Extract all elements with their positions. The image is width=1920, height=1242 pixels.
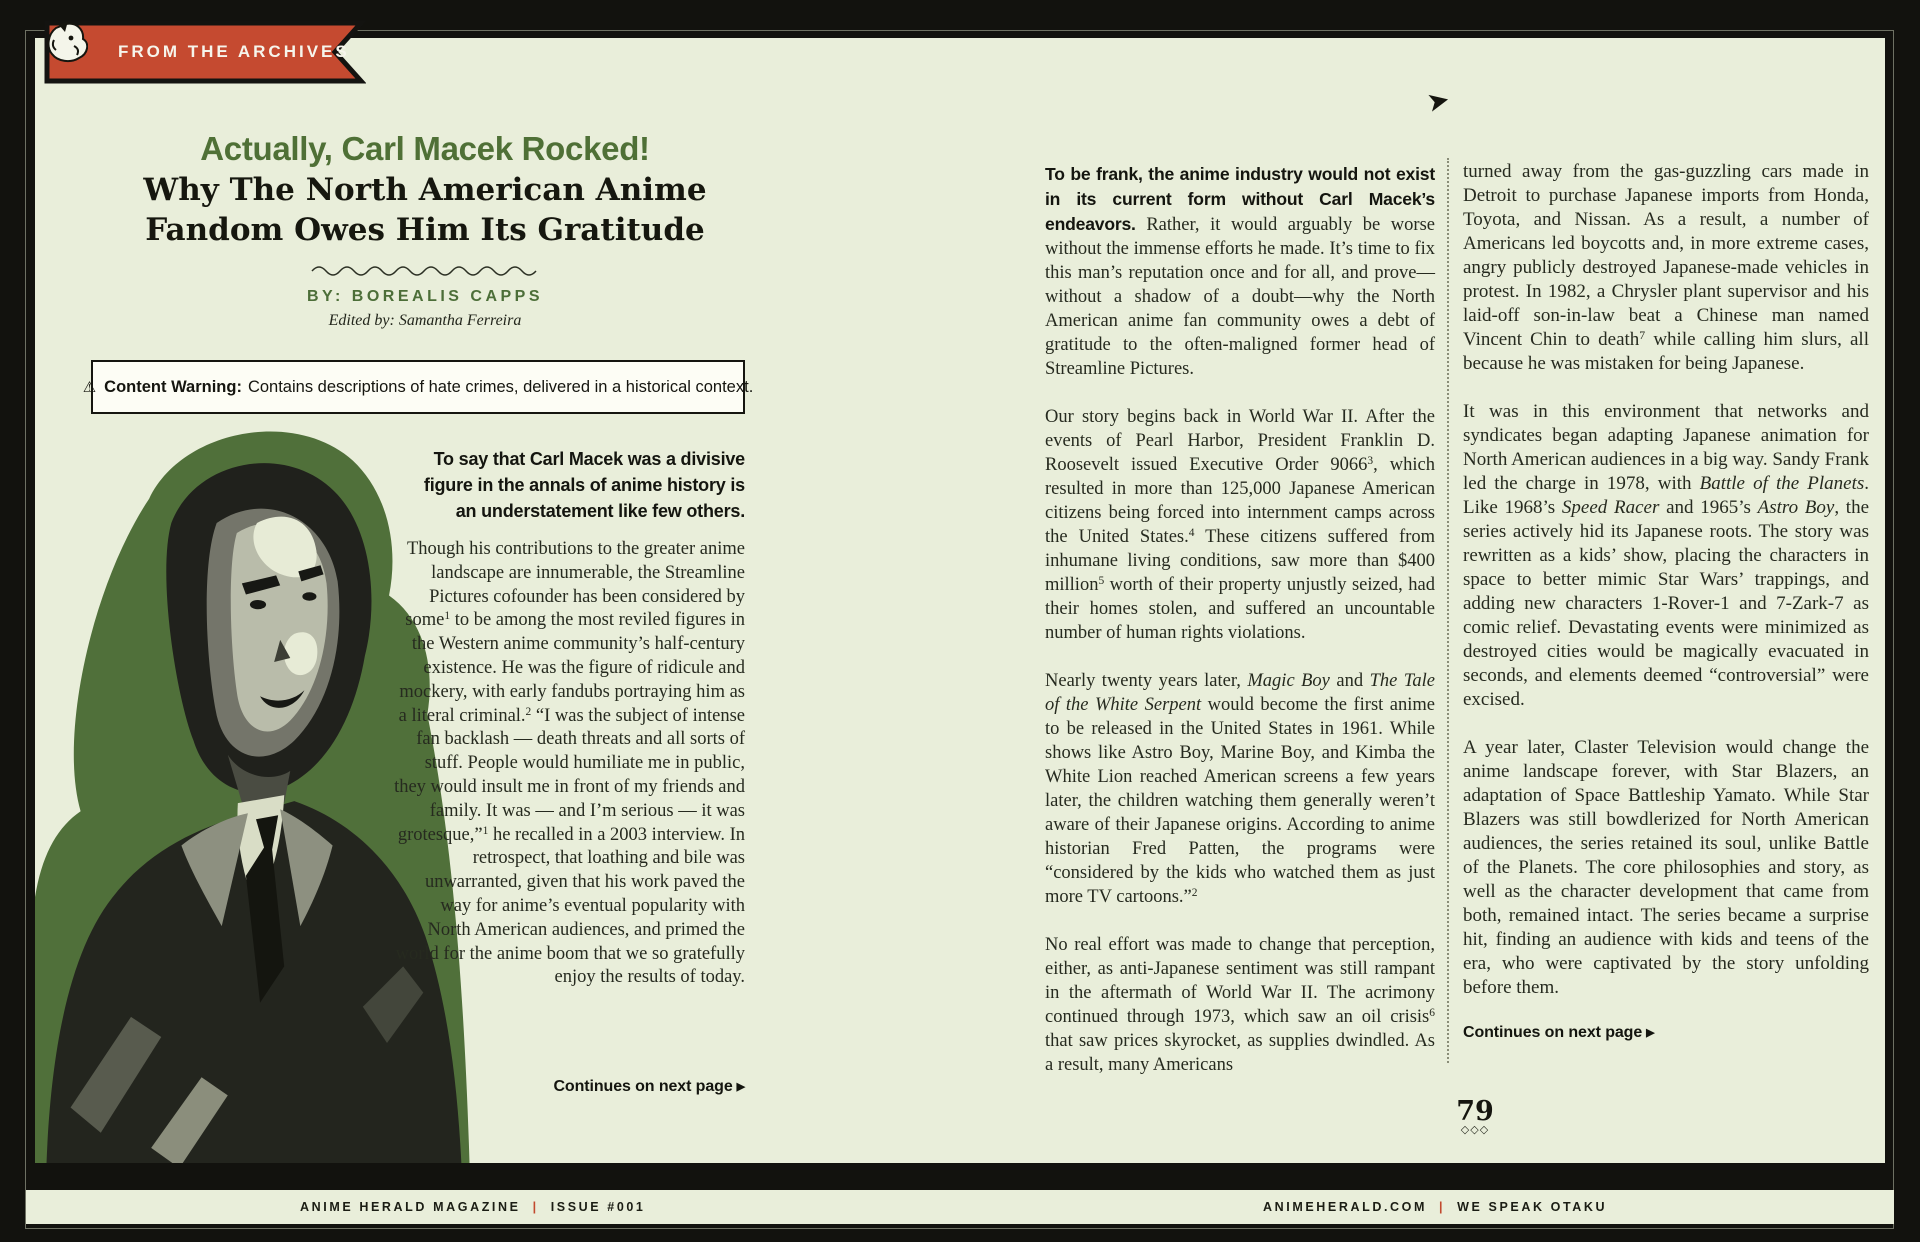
from-the-archives-ribbon (44, 20, 366, 84)
arrow-icon: ➤ (1424, 83, 1453, 119)
footer-divider: | (532, 1200, 539, 1214)
paragraph: It was in this environment that networks and syndicates began adapting Japanese animation for North American audiences in a big way. Sandy Frank led the charge in 1978, with Battle of the Planets. Like 1968’s Speed Racer and 1965’s Astro Boy, the series actively hid its Japanese roots. The story was rewritten as a kids’ show, placing the characters in space to better mimic Star Wars’ trappings, and adding new characters 1-Rover-1 and 7-Zark-7 as comic relief. Devastating events were minimized as destroyed cities would be magically evacuated in seconds, and elements deemed “controversial” were excised. (1463, 401, 1870, 710)
footer-magazine-name: ANIME HERALD MAGAZINE (300, 1200, 521, 1214)
ribbon-label: FROM THE ARCHIVES (118, 42, 350, 61)
page-number-value: 79 (1456, 1096, 1494, 1127)
paragraph: Our story begins back in World War II. After the events of Pearl Harbor, President Franklin D. Roosevelt issued Executive Order 9066$^3$, which resulted in more than 125,000 Japanese American citizens being forced into internment camps across the United States.$^4$ These citizens suffered from inhumane living conditions, saw more than $400 million$^5$ worth of their property unjustly seized, had their homes stolen, and suffered an uncountable number of human rights violations. (1045, 407, 1435, 643)
content-warning-label: Content Warning: (104, 377, 242, 396)
article-title (55, 170, 795, 250)
title-line-1: Why The North American Anime (143, 172, 707, 208)
right-continues (1463, 1024, 1869, 1042)
continues-label: Continues on next page (553, 1078, 733, 1095)
continues-label: Continues on next page (1463, 1024, 1643, 1041)
footer-tagline: WE SPEAK OTAKU (1457, 1200, 1608, 1214)
feature-continues (403, 1078, 745, 1096)
squiggle-divider-icon (310, 265, 540, 277)
footer-right (1263, 1200, 1607, 1214)
feature-body-paragraph: Though his contributions to the greater anime landscape are innumerable, the Streamline Pictures cofounder has been considered by some$^1$ to be among the most reviled figures in the Western anime community’s half-century existence. He was the figure of ridicule and mockery, with early fandubs portraying him as a literal criminal.$^2$ “I was the subject of intense fan backlash — death threats and all sorts of stuff. People would humiliate me in public, they would insult me in front of my friends and family. It was — and I’m serious — it was grotesque,”$^1$ he recalled in a 2003 interview. In retrospect, that loathing and bile was unwarranted, given that his work paved the way for anime’s eventual popularity with North American audiences, and primed the world for the anime boom that we so gratefully enjoy the results of today. (394, 539, 745, 988)
paragraph: To be frank, the anime industry would not exist in its current form without Carl Macek’s endeavors. Rather, it would arguably be worse without the immense efforts he made. It’s time to fix this man’s reputation once and for all, and prove—without a shadow of a doubt—why the North American anime fan community owes a debt of gratitude to the often-maligned former head of Streamline Pictures. (1045, 164, 1435, 379)
right-column (1463, 160, 1869, 1042)
footer-bar (26, 1190, 1894, 1224)
paragraph: turned away from the gas-guzzling cars made in Detroit to purchase Japanese imports from Honda, Toyota, and Nissan. As a result, a number of Americans led boycotts and, in more extreme cases, angry publicly destroyed Japanese-made vehicles in protest. In 1982, a Chrysler plant supervisor and his laid-off son-in-law beat a Chinese man named Vincent Chin to death$^7$ while calling him slurs, all because he was mistaken for being Japanese. (1463, 161, 1869, 374)
magazine-page (35, 38, 1885, 1163)
play-icon: ▶ (736, 1081, 745, 1093)
squiggle-divider (295, 264, 555, 282)
edited-by: Edited by: Samantha Ferreira (328, 312, 522, 329)
article-kicker: Actually, Carl Macek Rocked! (200, 130, 650, 167)
page-number-ornament: ◇◇◇ (1460, 1124, 1490, 1136)
footer-divider: | (1439, 1200, 1446, 1214)
footer-issue: ISSUE #001 (550, 1200, 646, 1214)
footer-website: ANIMEHERALD.COM (1263, 1200, 1427, 1214)
page-number (1430, 1096, 1520, 1136)
paragraph: A year later, Claster Television would change the anime landscape forever, with Star Blazers, an adaptation of Space Battleship Yamato. While Star Blazers was still bowdlerized for North American audiences, the series retained its soul, unlike Battle of the Planets. The core philosophies and story, as well as the character development that came from both, remained intact. The series became a surprise hit, finding an audience with kids and teens of the era, who were captivated by the story unfolding before them. (1463, 737, 1869, 998)
byline: BY: BOREALIS CAPPS (306, 288, 544, 305)
column-divider (1447, 158, 1449, 1063)
paragraph: No real effort was made to change that perception, either, as anti-Japanese sentiment was still rampant in the aftermath of World War II. The acrimony continued through 1973, which saw an oil crisis$^6$ that saw prices skyrocket, as supplies dwindled. As a result, many Americans (1045, 935, 1435, 1075)
feature-lede: To say that Carl Macek was a divisive figure in the annals of anime history is an understatement like few others. (423, 449, 745, 521)
footer-left (300, 1200, 645, 1214)
title-line-2: Fandom Owes Him Its Gratitude (145, 212, 705, 248)
warning-icon: ⚠ (82, 379, 97, 396)
anime-herald-logo-icon (44, 20, 88, 64)
play-icon: ▶ (1646, 1027, 1655, 1039)
middle-column (1045, 162, 1435, 1101)
content-warning-text: Contains descriptions of hate crimes, delivered in a historical context. (247, 377, 754, 396)
paragraph: Nearly twenty years later, Magic Boy and The Tale of the White Serpent would become the first anime to be released in the United States in 1961. While shows like Astro Boy, Marine Boy, and Kimba the White Lion reached American screens a few years later, the children watching them generally weren’t aware of their Japanese origins. According to anime historian Fred Patten, the programs were “considered by the kids who watched them as just more TV cartoons.”$^2$ (1045, 671, 1435, 907)
